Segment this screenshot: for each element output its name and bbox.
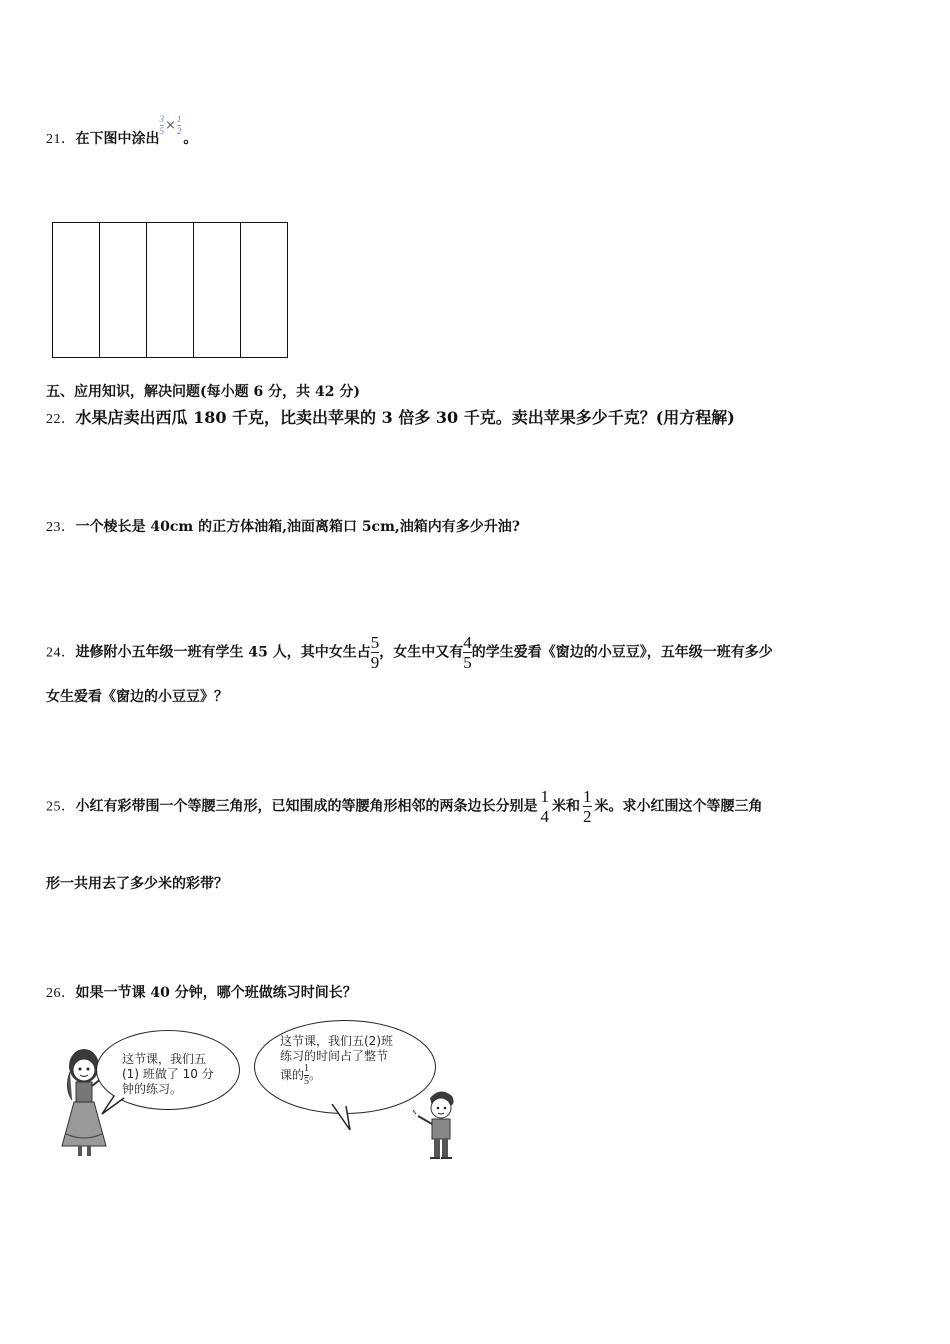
column-divider <box>99 223 100 357</box>
column-divider <box>240 223 241 357</box>
question-number: 23． <box>46 520 76 535</box>
question-25 <box>46 788 763 825</box>
question-number: 21． <box>46 132 76 147</box>
question-number: 25． <box>46 799 76 815</box>
fraction-one-quarter: 1 4 <box>540 787 549 826</box>
question-text: 米。求小红围这个等腰三角 <box>594 798 763 815</box>
fraction-one-fifth: $\frac{1}{5}$ <box>304 1063 310 1087</box>
question-24 <box>46 634 773 671</box>
question-text: 的学生爱看《窗边的小豆豆》，五年级一班有多少 <box>471 644 773 661</box>
question-number: 22． <box>46 412 76 427</box>
question-text: 进修附小五年级一班有学生 45 人，其中女生占 <box>75 644 371 661</box>
fraction-one-half: $\frac{1}{2}$ <box>583 787 592 826</box>
column-divider <box>146 223 147 357</box>
fraction-five-ninths: $\frac{5}{9}$ <box>370 633 380 672</box>
dialogue-illustration <box>50 1020 480 1170</box>
question-number: 26． <box>46 986 76 1001</box>
question-text: 在下图中涂出 <box>75 131 160 147</box>
bubble-left-text: 这节课，我们五 (1) 班做了 10 分 钟的练习。 <box>122 1052 214 1096</box>
bubble-tail-left <box>100 1096 130 1116</box>
question-text: 小红有彩带围一个等腰三角形，已知围成的等腰角形相邻的两条边长分别是 <box>75 798 538 815</box>
question-22 <box>46 405 735 428</box>
section-heading: 五、应用知识，解决问题(每小题 6 分，共 42 分) <box>46 384 360 400</box>
question-text: 一个棱长是 40cm 的正方体油箱,油面离箱口 5cm,油箱内有多少升油? <box>75 519 520 535</box>
question-text: 水果店卖出西瓜 180 千克，比卖出苹果的 3 倍多 30 千克。卖出苹果多少千克？(用方程解) <box>75 408 735 427</box>
question-25-line-2: 形一共用去了多少米的彩带？ <box>46 876 228 892</box>
fraction-three-fifths: $\frac{3}{5}$ <box>159 113 164 136</box>
bubble-right-text: 这节课，我们五(2)班 练习的时间占了整节 课的 $\frac{1}{5}$ 。 <box>280 1034 393 1087</box>
question-21 <box>46 113 198 150</box>
question-punctuation: 。 <box>183 131 198 147</box>
question-text: 米和 <box>552 798 580 815</box>
question-26 <box>46 982 357 1002</box>
question-23 <box>46 516 520 536</box>
column-divider <box>193 223 194 357</box>
question-24-line-2: 女生爱看《窗边的小豆豆》？ <box>46 689 228 705</box>
question-text: ，女生中又有 <box>379 644 464 661</box>
bubble-tail-right <box>330 1104 360 1134</box>
boy-illustration <box>410 1086 470 1176</box>
question-number: 24． <box>46 645 76 661</box>
shading-rectangle <box>52 222 288 358</box>
fraction-one-half: $\frac{1}{2}$ <box>176 113 182 136</box>
question-text: 如果一节课 40 分钟，哪个班做练习时间长？ <box>75 985 357 1001</box>
fraction-four-fifths: $\frac{4}{5}$ <box>463 633 472 672</box>
multiply-sign: × <box>165 118 176 133</box>
